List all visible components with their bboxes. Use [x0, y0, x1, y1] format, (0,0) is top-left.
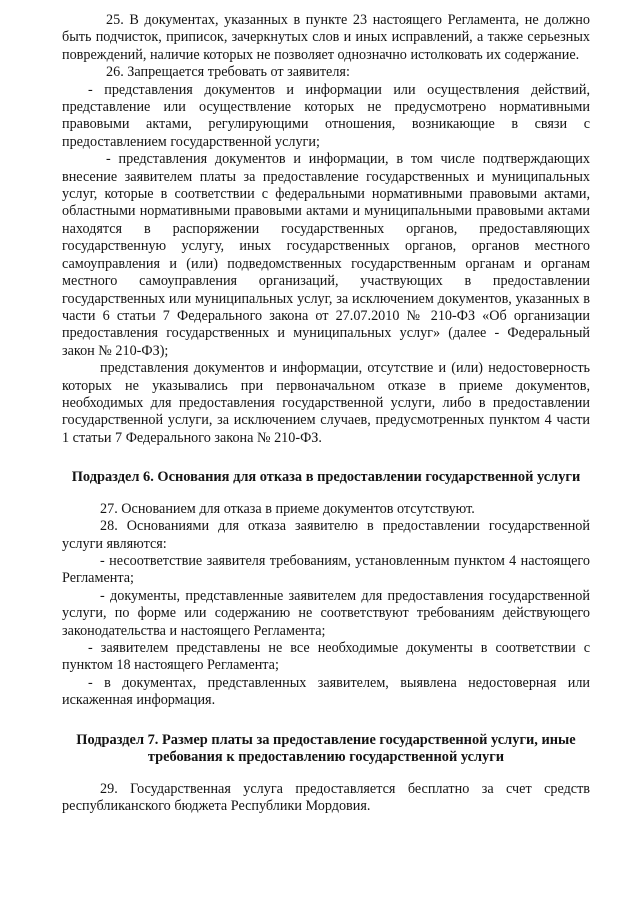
paragraph-28-item-2: - документы, представленные заявителем для предоставления государственной услуги, по форме или содержанию не соответствуют требованиям действующего законодательства и настоящего Регламента; — [62, 587, 590, 639]
paragraph-26-item-3: представления документов и информации, отсутствие и (или) недостоверность которых не указывались при первоначальном отказе в приеме документов, необходимых для предоставления государственной услуги, либо в предоставлении государственной услуги, за исключением случаев, предусмотренных пунктом 4 части 1 статьи 7 Федерального закона № 210-ФЗ. — [62, 360, 590, 446]
paragraph-28-item-4: - в документах, представленных заявителем, выявлена недостоверная или искаженная информация. — [62, 674, 590, 709]
paragraph-26-item-1: - представления документов и информации или осуществления действий, представление или осуществление которых не предусмотрено нормативными правовыми актами, регулирующими отношения, возникающие в связи с предоставлением государственной услуги; — [62, 81, 590, 150]
paragraph-28-item-1: - несоответствие заявителя требованиям, установленным пунктом 4 настоящего Регламента; — [62, 552, 590, 587]
paragraph-29: 29. Государственная услуга предоставляется бесплатно за счет средств республиканского бюджета Республики Мордовия. — [62, 780, 590, 815]
paragraph-28-item-3: - заявителем представлены не все необходимые документы в соответствии с пунктом 18 настоящего Регламента; — [62, 640, 590, 674]
section-7-heading-line-1: Подраздел 7. Размер платы за предоставление государственной услуги, иные — [76, 731, 576, 748]
paragraph-27: 27. Основанием для отказа в приеме документов отсутствуют. — [100, 500, 475, 517]
section-6-heading: Подраздел 6. Основания для отказа в предоставлении государственной услуги — [71, 469, 581, 486]
paragraph-28: 28. Основаниями для отказа заявителю в предоставлении государственной услуги являются: — [62, 518, 590, 552]
paragraph-25: 25. В документах, указанных в пункте 23 настоящего Регламента, не должно быть подчисток, приписок, зачеркнутых слов и иных исправлений, а также серьезных повреждений, наличие которых не позволяет однозначно истолковать их содержание. — [62, 12, 590, 63]
paragraph-26-item-2: - представления документов и информации, в том числе подтверждающих внесение заявителем платы за предоставление государственных и муниципальных услуг, которые в соответствии с федеральными нормативными правовыми актами, областными нормативными правовыми актами и муниципальными правовыми актами находятся в распоряжении государственных органов, предоставляющих государственную услугу, иных государственных органов, органов местного самоуправления и (или) подведомственных государственным органам и органам местного самоуправления организаций, участвующих в предоставлении государственных или муниципальных услуг, за исключением документов, указанных в части 6 статьи 7 Федерального закона от 27.07.2010 № 210-ФЗ «Об организации предоставления государственных и муниципальных услуг» (далее - Федеральный закон № 210-ФЗ); — [62, 151, 590, 359]
paragraph-26: 26. Запрещается требовать от заявителя: — [106, 64, 350, 81]
document-page — [62, 12, 590, 816]
section-7-heading-line-2: требования к предоставлению государственной услуги — [147, 749, 505, 766]
